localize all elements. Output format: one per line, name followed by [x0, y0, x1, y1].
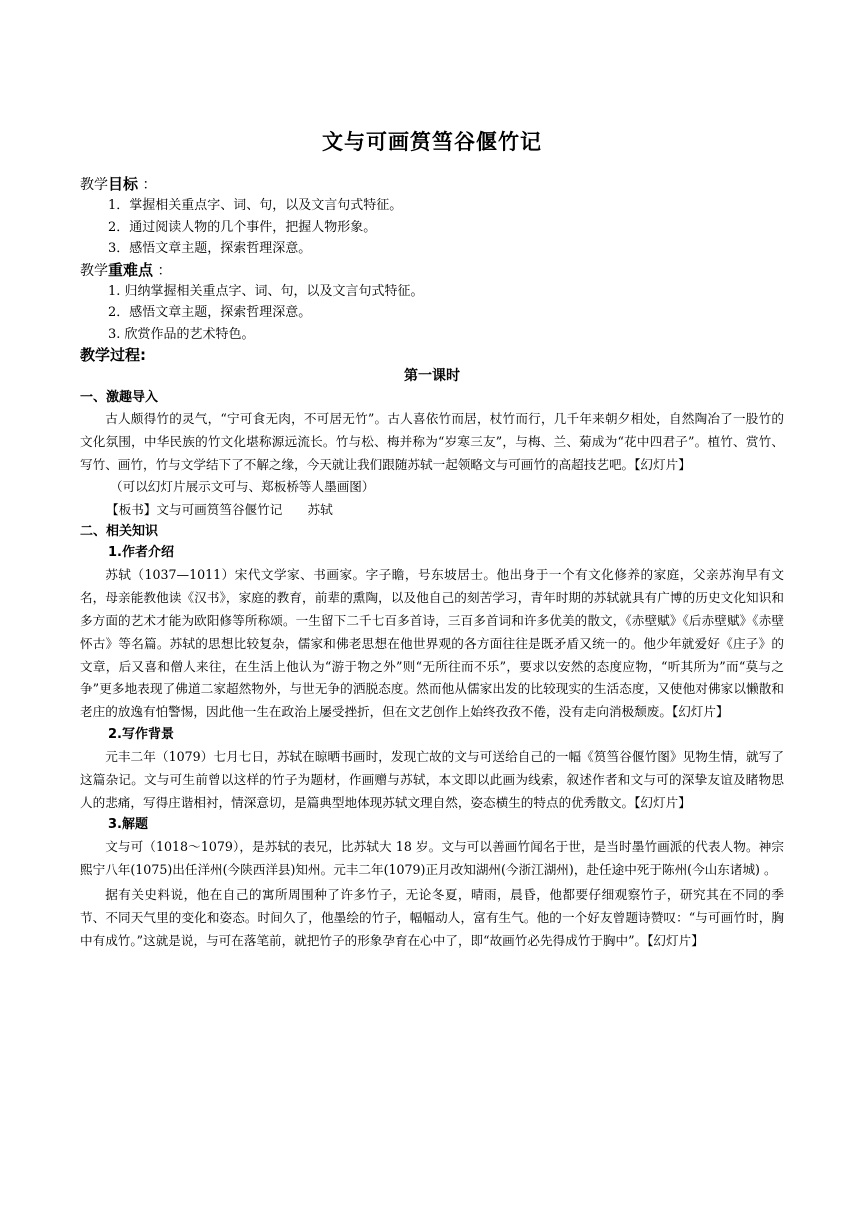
objectives-heading-prefix: 教学 [80, 177, 108, 193]
document-title: 文与可画筼筜谷偃竹记 [322, 130, 542, 154]
objectives-heading-bold: 目标 [108, 175, 139, 193]
key-points-heading-suffix: ： [153, 262, 172, 279]
title-explanation-heading: 3.解题 [108, 817, 148, 833]
key-point-item-3: 3. 欣赏作品的艺术特色。 [108, 326, 255, 342]
objective-item-2: 2．通过阅读人物的几个事件，把握人物形象。 [108, 219, 377, 235]
objective-item-3: 3．感悟文章主题，探索哲理深意。 [108, 241, 312, 256]
section-1-note: （可以幻灯片展示文可与、郑板桥等人墨画图） [110, 479, 375, 495]
author-intro-heading: 1.作者介绍 [108, 545, 174, 561]
objectives-heading-suffix: ： [138, 177, 157, 193]
key-points-heading [80, 260, 784, 281]
objectives-heading [80, 174, 784, 195]
title-explanation-paragraph-2: 据有关史料说，他在自己的寓所周围种了许多竹子，无论冬夏，晴雨，晨昏，他都要仔细观察竹子，研究其在不同的季节、不同天气里的变化和姿态。时间久了，他墨绘的竹子，幅幅动人，富有生气。他的一个好友曾题诗赞叹：“与可画竹时，胸中有成竹。”这就是说，与可在落笔前，就把竹子的形象孕育在心中了，即“故画竹必先得成竹于胸中”。【幻灯片】 [80, 886, 784, 948]
background-paragraph: 元丰二年（1079）七月七日，苏轼在晾晒书画时，发现亡故的文与可送给自己的一幅《筼筜谷偃竹图》见物生情，就写了这篇杂记。文与可生前曾以这样的竹子为题材，作画赠与苏轼，本文即以此画为线索，叙述作者和文与可的深挚友谊及睹物思人的悲痛，写得庄谐相衬，情深意切，是篇典型地体现苏轼文理自然，姿态横生的特点的优秀散文。【幻灯片】 [80, 748, 784, 810]
background-heading: 2.写作背景 [108, 726, 174, 742]
key-point-item-1: 1. 归纳掌握相关重点字、词、句，以及文言句式特征。 [108, 283, 424, 299]
process-heading: 教学过程: [80, 346, 146, 364]
key-points-heading-bold: 重难点 [108, 260, 154, 279]
section-2-heading: 二、相关知识 [80, 524, 159, 540]
title-explanation-paragraph-1: 文与可（1018～1079），是苏轼的表兄，比苏轼大 18 岁。文与可以善画竹闻名于世，是当时墨竹画派的代表人物。神宗熙宁八年(1075)出任洋州(今陕西洋县)知州。元丰二年(1079)正月改知湖州(今浙江湖州)，赴任途中死于陈州(今山东诸城) 。 [80, 839, 784, 878]
section-1-paragraph: 古人颇得竹的灵气，“宁可食无肉，不可居无竹”。古人喜依竹而居，杖竹而行，几千年来朝夕相处，自然陶冶了一股竹的文化氛围，中华民族的竹文化堪称源远流长。竹与松、梅并称为“岁寒三友”，与梅、兰、菊成为“花中四君子”。植竹、赏竹、写竹、画竹，竹与文学结下了不解之缘，今天就让我们跟随苏轼一起领略文与可画竹的高超技艺吧。【幻灯片】 [80, 411, 784, 472]
section-1-blackboard: 【板书】文与可画筼筜谷偃竹记 苏轼 [106, 501, 333, 517]
key-points-heading-prefix: 教学 [80, 262, 108, 279]
author-intro-paragraph: 苏轼（1037—1011）宋代文学家、书画家。字子瞻，号东坡居士。他出身于一个有文化修养的家庭，父亲苏洵早有文名，母亲能教他读《汉书》，家庭的教育，前辈的熏陶，以及他自己的刻苦学习，青年时期的苏轼就具有广博的历史文化知识和多方面的艺术才能为欧阳修等所称颂。一生留下二千七百多首诗，三百多首词和许多优美的散文，《赤壁赋》《后赤壁赋》《赤壁怀古》等名篇。苏轼的思想比较复杂，儒家和佛老思想在他世界观的各方面往往是既矛盾又统一的。他少年就爱好《庄子》的文章，后又喜和僧人来往，在生活上他认为“游于物之外”则“无所往而不乐”，要求以安然的态度应物，“听其所为”而“莫与之争”更多地表现了佛道二家超然物外，与世无争的洒脱态度。然而他从儒家出发的比较现实的生活态度，又使他对佛家以懒散和老庄的放逸有怕警惕，因此他一生在政治上屡受挫折，但在文艺创作上始终孜孜不倦，没有走向消极颓废。【幻灯片】 [80, 567, 784, 720]
document-page [80, 128, 784, 952]
key-point-item-2: 2．感悟文章主题，探索哲理深意。 [108, 305, 312, 320]
lesson-title: 第一课时 [404, 368, 460, 384]
section-1-heading: 一、激趣导入 [80, 390, 159, 405]
objective-item-1: 1．掌握相关重点字、词、句，以及文言句式特征。 [108, 198, 403, 213]
